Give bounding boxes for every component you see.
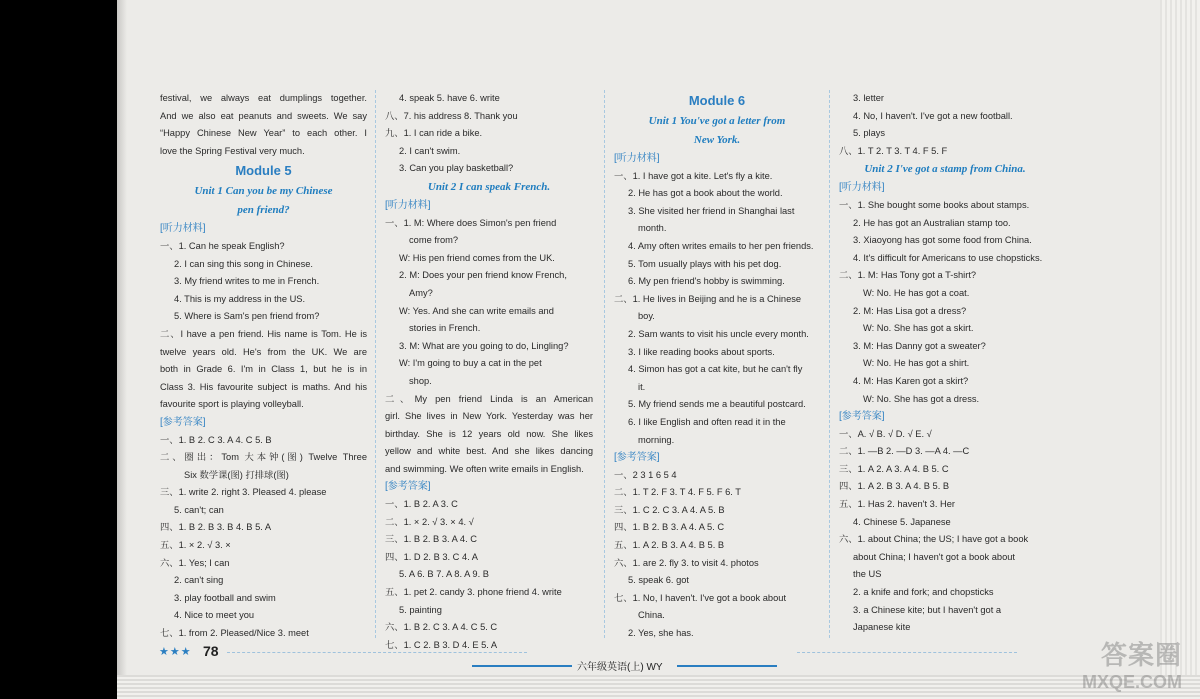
text-line: 六、1. Yes; I can: [160, 557, 230, 568]
text-line: 二、1. M: Has Tony got a T-shirt?: [839, 270, 977, 281]
text-line: 4. Nice to meet you: [174, 610, 255, 621]
text-line: 2. He has got an Australian stamp too.: [853, 217, 1011, 228]
text-line: Japanese kite: [853, 622, 911, 633]
text-line: W: No. He has got a coat.: [863, 287, 970, 298]
text-line: 2. Yes, she has.: [628, 628, 694, 639]
section-label: [听力材料]: [839, 182, 885, 194]
text-line: both in Grade 6. I'm in Class 1, but he is in: [160, 364, 367, 375]
text-line: W: No. He has got a shirt.: [863, 358, 970, 369]
text-line: 六、1. B 2. C 3. A 4. C 5. C: [385, 622, 498, 633]
text-line: “Happy Chinese New Year” to each other. I: [160, 128, 367, 139]
text-line: 一、1. B 2. A 3. C: [385, 499, 458, 510]
text-line: favourite sport is playing volleyball.: [160, 399, 304, 410]
text-line: 5. speak 6. got: [628, 575, 689, 586]
text-line: 六、1. about China; the US; I have got a book: [839, 534, 1029, 545]
text-line: morning.: [638, 434, 675, 445]
text-line: 4. This is my address in the US.: [174, 293, 306, 304]
text-line: 2. a knife and fork; and chopsticks: [853, 587, 994, 598]
text-line: 4. Simon has got a cat kite, but he can't fly: [628, 364, 803, 375]
text-line: 4. It's difficult for Americans to use chopsticks.: [853, 252, 1043, 263]
text-line: 2. Sam wants to visit his uncle every month.: [628, 328, 809, 339]
text-line: come from?: [409, 235, 459, 246]
text-line: 4. M: Has Karen got a skirt?: [853, 375, 969, 386]
section-label: [参考答案]: [385, 481, 431, 493]
section-label: [听力材料]: [614, 153, 660, 164]
text-line: 七、1. C 2. B 3. D 4. E 5. A: [385, 639, 498, 650]
text-line: 3. play football and swim: [174, 592, 276, 603]
footer-rule: [677, 665, 777, 667]
watermark-logo: [1082, 635, 1182, 693]
unit-heading: Unit 1 You've got a letter from: [648, 115, 786, 127]
text-line: 三、1. B 2. B 3. A 4. C: [385, 534, 477, 545]
page-bottom-edge: [117, 675, 1200, 699]
text-line: 七、1. from 2. Pleased/Nice 3. meet: [160, 628, 309, 639]
text-line: 二、I have a pen friend. His name is Tom. He is: [160, 328, 367, 339]
text-line: 5. can't; can: [174, 504, 224, 515]
section-label: [参考答案]: [614, 452, 660, 464]
text-line: 三、1. C 2. C 3. A 4. A 5. B: [614, 504, 725, 515]
unit-heading: pen friend?: [237, 204, 290, 217]
text-line: 四、1. D 2. B 3. C 4. A: [385, 551, 479, 562]
text-line: 二、1. T 2. F 3. T 4. F 5. F 6. T: [614, 487, 741, 498]
text-line: 一、1. M: Where does Simon's pen friend: [385, 217, 557, 228]
text-line: 二、圈出：Tom 大本钟(图) Twelve Three: [160, 452, 367, 463]
text-line: 五、1. A 2. B 3. A 4. B 5. B: [614, 540, 725, 551]
text-line: shop.: [409, 375, 432, 386]
column-2: [385, 90, 593, 654]
text-line: 4. speak 5. have 6. write: [399, 93, 500, 103]
text-line: 5. plays: [853, 128, 886, 139]
text-line: 3. I like reading books about sports.: [628, 346, 775, 357]
text-line: China.: [638, 610, 665, 621]
text-line: 七、1. No, I haven't. I've got a book about: [614, 592, 787, 603]
column-divider: [604, 90, 605, 638]
text-line: 三、1. write 2. right 3. Pleased 4. please: [160, 487, 327, 498]
text-line: W: No. She has got a skirt.: [863, 323, 974, 334]
text-line: Amy?: [409, 287, 433, 298]
text-line: 二、1. He lives in Beijing and he is a Chinese: [614, 293, 802, 304]
text-line: Six 数学课(图) 打排球(图): [184, 469, 289, 480]
text-line: 3. a Chinese kite; but I haven't got a: [853, 604, 1002, 615]
column-divider: [829, 90, 830, 638]
text-line: 3. letter: [853, 93, 885, 103]
text-line: twelve years old. He's from the UK. We are: [160, 346, 367, 357]
text-line: 4. Chinese 5. Japanese: [853, 516, 951, 527]
section-label: [听力材料]: [160, 223, 206, 235]
text-line: 2. I can sing this song in Chinese.: [174, 258, 314, 269]
text-line: 一、A. √ B. √ D. √ E. √: [839, 428, 932, 439]
text-line: 3. M: Has Danny got a sweater?: [853, 340, 986, 351]
text-line: 3. M: What are you going to do, Lingling?: [399, 340, 569, 351]
text-line: 四、1. B 2. B 3. B 4. B 5. A: [160, 522, 272, 533]
text-line: 4. Amy often writes emails to her pen friends.: [628, 240, 814, 251]
text-line: 6. My pen friend's hobby is swimming.: [628, 276, 785, 287]
text-line: girl. She lives in New York. Yesterday was her: [385, 411, 593, 422]
text-line: 2. M: Does your pen friend know French,: [399, 270, 567, 281]
text-line: W: His pen friend comes from the UK.: [399, 252, 555, 263]
text-line: 2. He has got a book about the world.: [628, 188, 783, 199]
text-line: And we also eat peanuts and sweets. We say: [160, 110, 367, 121]
text-line: 六、1. are 2. fly 3. to visit 4. photos: [614, 557, 759, 568]
text-line: 五、1. Has 2. haven't 3. Her: [839, 499, 955, 510]
text-line: 5. Tom usually plays with his pet dog.: [628, 258, 782, 269]
text-line: 5. My friend sends me a beautiful postcard.: [628, 399, 806, 410]
text-line: W: No. She has got a dress.: [863, 393, 980, 404]
footer-rule: [797, 652, 1017, 653]
text-line: 2. M: Has Lisa got a dress?: [853, 305, 967, 316]
text-line: W: I'm going to buy a cat in the pet: [399, 358, 542, 369]
page-edge-stack: [1160, 0, 1200, 699]
unit-heading: New York.: [693, 134, 741, 146]
text-line: 五、1. pet 2. candy 3. phone friend 4. write: [385, 587, 562, 598]
text-line: 5. Where is Sam's pen friend from?: [174, 311, 320, 322]
text-line: about China; I haven't got a book about: [853, 551, 1016, 562]
page-gutter-shadow: [117, 0, 127, 699]
footer-stars: ★★★: [159, 646, 192, 658]
text-line: 5. A 6. B 7. A 8. A 9. B: [399, 569, 489, 580]
text-line: it.: [638, 381, 646, 392]
text-line: 二、1. × 2. √ 3. × 4. √: [385, 516, 474, 527]
module-heading: Module 5: [235, 163, 292, 179]
text-line: 3. My friend writes to me in French.: [174, 276, 320, 287]
column-divider: [375, 90, 376, 638]
scanned-page: [117, 0, 1200, 699]
text-line: yellow and white best. And she likes dancing: [385, 446, 593, 457]
text-line: 2. I can't swim.: [399, 145, 461, 156]
text-line: 一、2 3 1 6 5 4: [614, 469, 677, 480]
text-line: 3. Can you play basketball?: [399, 163, 514, 174]
page-number: 78: [203, 643, 219, 659]
book-title: 六年级英语(上) WY: [577, 662, 663, 673]
text-line: love the Spring Festival very much.: [160, 145, 305, 156]
text-line: 一、1. Can he speak English?: [160, 240, 285, 251]
unit-heading: Unit 2 I can speak French.: [427, 180, 551, 193]
text-line: Class 3. His favourite subject is maths. And his: [160, 381, 367, 392]
text-line: W: Yes. And she can write emails and: [399, 305, 554, 316]
text-line: 五、1. × 2. √ 3. ×: [160, 540, 231, 551]
column-4: [839, 90, 1051, 637]
text-line: stories in French.: [409, 323, 481, 334]
section-label: [参考答案]: [839, 411, 885, 423]
text-line: 四、1. B 2. B 3. A 4. A 5. C: [614, 522, 725, 533]
text-line: 二、My pen friend Linda is an American: [385, 393, 593, 404]
text-line: 四、1. A 2. B 3. A 4. B 5. B: [839, 481, 950, 492]
text-line: 5. painting: [399, 604, 442, 615]
text-line: 3. Xiaoyong has got some food from China.: [853, 235, 1032, 246]
text-line: 二、1. —B 2. —D 3. —A 4. —C: [839, 446, 970, 457]
text-line: 八、7. his address 8. Thank you: [385, 110, 518, 121]
text-line: 九、1. I can ride a bike.: [385, 128, 483, 139]
text-line: birthday. She is 12 years old now. She likes: [385, 428, 593, 439]
text-line: 2. can't sing: [174, 575, 224, 586]
text-line: festival, we always eat dumplings together.: [160, 93, 367, 103]
text-line: boy.: [638, 311, 655, 322]
module-heading: Module 6: [688, 93, 746, 108]
text-line: and swimming. We often write emails in English.: [385, 463, 584, 474]
text-line: month.: [638, 223, 667, 234]
unit-heading: Unit 1 Can you be my Chinese: [194, 185, 333, 198]
text-line: 6. I like English and often read it in the: [628, 416, 786, 427]
unit-heading: Unit 2 I've got a stamp from China.: [864, 163, 1026, 176]
column-3: [614, 90, 820, 643]
section-label: [听力材料]: [385, 199, 431, 211]
footer-rule: [472, 665, 572, 667]
text-line: 3. She visited her friend in Shanghai last: [628, 205, 795, 216]
text-line: 4. No, I haven't. I've got a new football.: [853, 110, 1013, 121]
column-1: [160, 90, 367, 643]
text-line: 一、1. I have got a kite. Let's fly a kite.: [614, 170, 773, 181]
watermark-url: MXQE.COM: [1081, 672, 1182, 692]
text-line: 三、1. A 2. A 3. A 4. B 5. C: [839, 463, 949, 474]
watermark-text: 答案圈: [1100, 640, 1182, 670]
footer-rule: [227, 652, 527, 653]
text-line: the US: [853, 569, 882, 580]
text-line: 一、1. She bought some books about stamps.: [839, 199, 1030, 210]
section-label: [参考答案]: [160, 416, 206, 428]
text-line: 一、1. B 2. C 3. A 4. C 5. B: [160, 434, 272, 445]
text-line: 八、1. T 2. T 3. T 4. F 5. F: [839, 145, 948, 156]
